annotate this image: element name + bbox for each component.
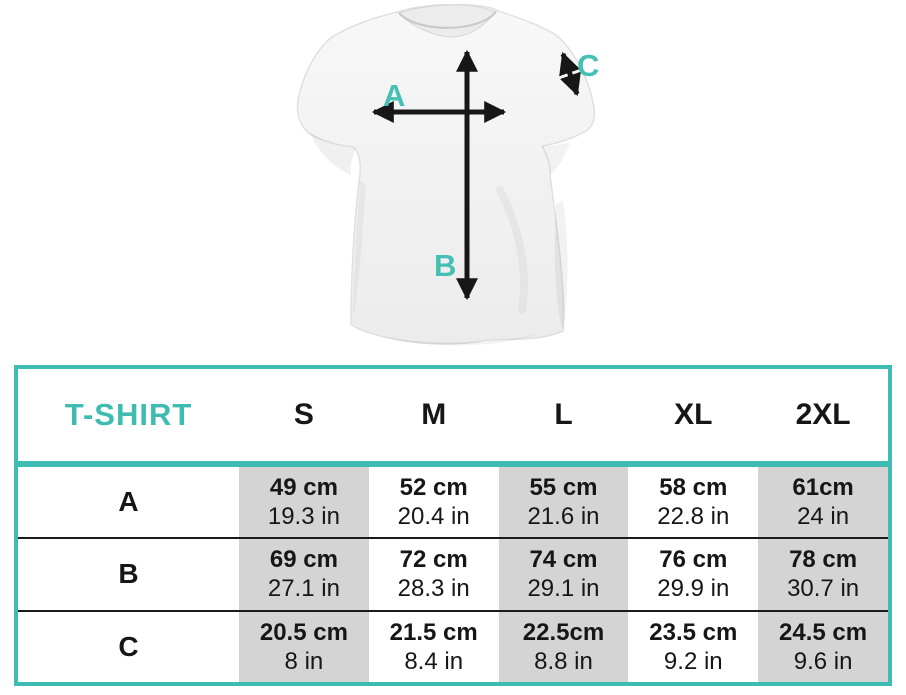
size-chart-table [14,365,892,686]
tshirt-body [298,5,595,344]
size-header-l: L [554,398,573,431]
row-label-a: A [18,467,239,537]
cell-b-m: 72 cm 28.3 in [369,539,499,609]
table-row-a [18,467,888,537]
cell-b-s: 69 cm 27.1 in [239,539,369,609]
table-row-b [18,537,888,609]
cell-c-l: 22.5cm 8.8 in [499,612,629,682]
measure-label-a: A [383,78,406,113]
cell-c-2xl: 24.5 cm 9.6 in [758,612,888,682]
cell-a-xl: 58 cm 22.8 in [628,467,758,537]
cell-a-2xl: 61cm 24 in [758,467,888,537]
cell-a-s: 49 cm 19.3 in [239,467,369,537]
measure-label-c: C [577,48,600,83]
size-header-xl: XL [674,398,713,431]
cell-b-l: 74 cm 29.1 in [499,539,629,609]
row-label-b: B [18,539,239,609]
size-header-2xl: 2XL [795,398,851,431]
cell-b-2xl: 78 cm 30.7 in [758,539,888,609]
cell-c-m: 21.5 cm 8.4 in [369,612,499,682]
row-label-c: C [18,612,239,682]
cell-a-m: 52 cm 20.4 in [369,467,499,537]
table-header-row [18,369,888,467]
size-header-m: M [421,398,447,431]
cell-b-xl: 76 cm 29.9 in [628,539,758,609]
cell-c-xl: 23.5 cm 9.2 in [628,612,758,682]
measure-label-b: B [434,248,457,283]
table-title: T-SHIRT [64,397,193,432]
size-header-s: S [293,398,314,431]
table-row-c [18,610,888,682]
cell-c-s: 20.5 cm 8 in [239,612,369,682]
cell-a-l: 55 cm 21.6 in [499,467,629,537]
